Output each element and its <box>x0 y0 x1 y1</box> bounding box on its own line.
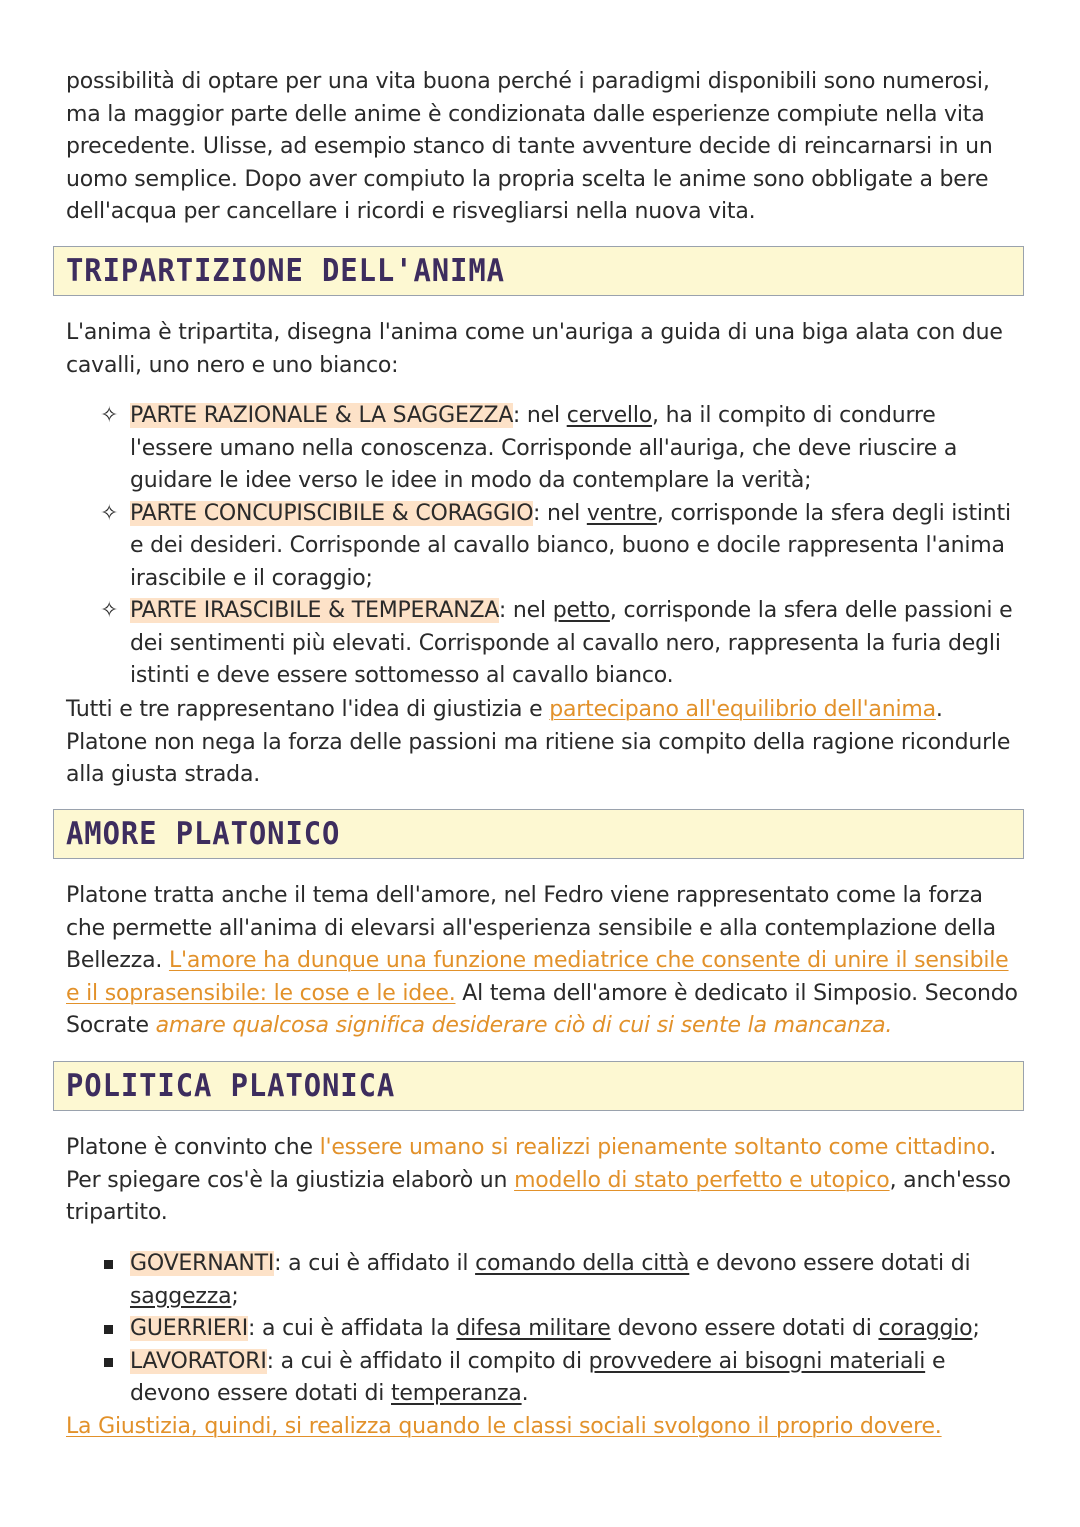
keyword: coraggio <box>878 1316 973 1341</box>
term: PARTE CONCUPISCIBILE & CORAGGIO <box>130 500 534 526</box>
list-item: ✧ PARTE RAZIONALE & LA SAGGEZZA: nel cervello, ha il compito di condurre l'essere umano nella conoscenza. Corrisponde all'auriga, che deve riuscire a guidare le idee verso le idee in modo da contemplare la verità; <box>100 400 1020 498</box>
term: GUERRIERI <box>130 1316 248 1341</box>
section-title: AMORE PLATONICO <box>66 816 341 852</box>
list-item: ✧ PARTE CONCUPISCIBILE & CORAGGIO: nel ventre, corrisponde la sfera degli istinti e dei desideri. Corrisponde al cavallo bianco, buono e docile rappresenta l'anima irascibile e il coraggio; <box>100 498 1020 596</box>
orange-text: l'essere umano si realizzi pienamente soltanto come cittadino <box>319 1135 990 1160</box>
highlight-link: modello di stato perfetto e utopico <box>514 1167 890 1193</box>
list-item: GOVERNANTI: a cui è affidato il comando della città e devono essere dotati di saggezza; <box>100 1248 1020 1313</box>
section-header-amore <box>53 809 1024 859</box>
keyword: cervello <box>566 403 653 428</box>
section-title: POLITICA PLATONICA <box>66 1068 396 1104</box>
section-header-tripartizione <box>53 246 1024 296</box>
section-header-politica <box>53 1061 1024 1111</box>
list-item: GUERRIERI: a cui è affidata la difesa militare devono essere dotati di coraggio; <box>100 1313 1020 1346</box>
italic-quote: amare qualcosa significa desiderare ciò di cui si sente la mancanza. <box>155 1013 893 1038</box>
highlight-link: L'amore ha dunque una funzione mediatrice che consente di unire il sensibile e il soprasensibile: le cose e le idee. <box>66 948 1009 1006</box>
square-bullet-icon <box>104 1260 113 1269</box>
amore-paragraph: Platone tratta anche il tema dell'amore, nel Fedro viene rappresentato come la forza che permette all'anima di elevarsi all'esperienza sensibile e alla contemplazione della Bellezza. L'amore ha dunque una funzione mediatrice che consente di unire il sensibile e il soprasensibile: le cose e le idee. Al tema dell'amore è dedicato il Simposio. Secondo Socrate amare qualcosa significa desiderare ciò di cui si sente la mancanza. <box>66 883 1018 1038</box>
sparkle-icon: ✧ <box>100 403 119 428</box>
term: PARTE IRASCIBILE & TEMPERANZA <box>130 598 499 623</box>
term: GOVERNANTI <box>130 1251 275 1276</box>
sparkle-icon: ✧ <box>100 598 119 623</box>
highlight-link: partecipano all'equilibrio dell'anima <box>549 697 936 722</box>
keyword: saggezza <box>130 1283 232 1309</box>
politica-paragraph: Platone è convinto che l'essere umano si realizzi pienamente soltanto come cittadino. Per spiegare cos'è la giustizia elaborò un modello di stato perfetto e utopico, anch'esso tripartito. <box>66 1135 1011 1225</box>
keyword: petto <box>552 598 610 623</box>
keyword: difesa militare <box>456 1316 611 1341</box>
sparkle-icon: ✧ <box>100 500 119 526</box>
square-bullet-icon <box>104 1358 113 1367</box>
list-item: ✧ PARTE IRASCIBILE & TEMPERANZA: nel petto, corrisponde la sfera delle passioni e dei sentimenti più elevati. Corrisponde al cavallo nero, rappresenta la furia degli istinti e deve essere sottomesso al cavallo bianco. <box>100 595 1020 693</box>
square-bullet-icon <box>104 1325 113 1334</box>
term: LAVORATORI <box>130 1348 267 1374</box>
soul-parts-list <box>100 400 1020 693</box>
list-item: LAVORATORI: a cui è affidato il compito di provvedere ai bisogni materiali e devono essere dotati di temperanza. <box>100 1346 1020 1411</box>
conclusion <box>66 1411 1026 1444</box>
term: PARTE RAZIONALE & LA SAGGEZZA <box>130 403 513 428</box>
keyword: ventre <box>586 500 657 526</box>
tripartizione-closing: Tutti e tre rappresentano l'idea di giustizia e partecipano all'equilibrio dell'anima. Platone non nega la forza delle passioni ma ritiene sia compito della ragione ricondurle alla giusta strada. <box>66 697 1011 787</box>
highlight-link: La Giustizia, quindi, si realizza quando le classi sociali svolgono il proprio dovere. <box>66 1414 942 1439</box>
intro-paragraph: possibilità di optare per una vita buona perché i paradigmi disponibili sono numerosi, ma la maggior parte delle anime è condizionata dalle esperienze compiute nella vita precedente. Ulisse, ad esempio stanco di tante avventure decide di reincarnarsi in un uomo semplice. Dopo aver compiuto la propria scelta le anime sono obbligate a bere dell'acqua per cancellare i ricordi e risvegliarsi nella nuova vita. <box>66 69 993 224</box>
tripartizione-intro: L'anima è tripartita, disegna l'anima come un'auriga a guida di una biga alata con due cavalli, uno nero e uno bianco: <box>66 320 1003 378</box>
social-classes-list <box>100 1248 1020 1411</box>
keyword: temperanza <box>391 1381 522 1406</box>
keyword: comando della città <box>475 1251 690 1276</box>
keyword: provvedere ai bisogni materiali <box>588 1348 926 1374</box>
section-title: TRIPARTIZIONE DELL'ANIMA <box>66 253 505 289</box>
